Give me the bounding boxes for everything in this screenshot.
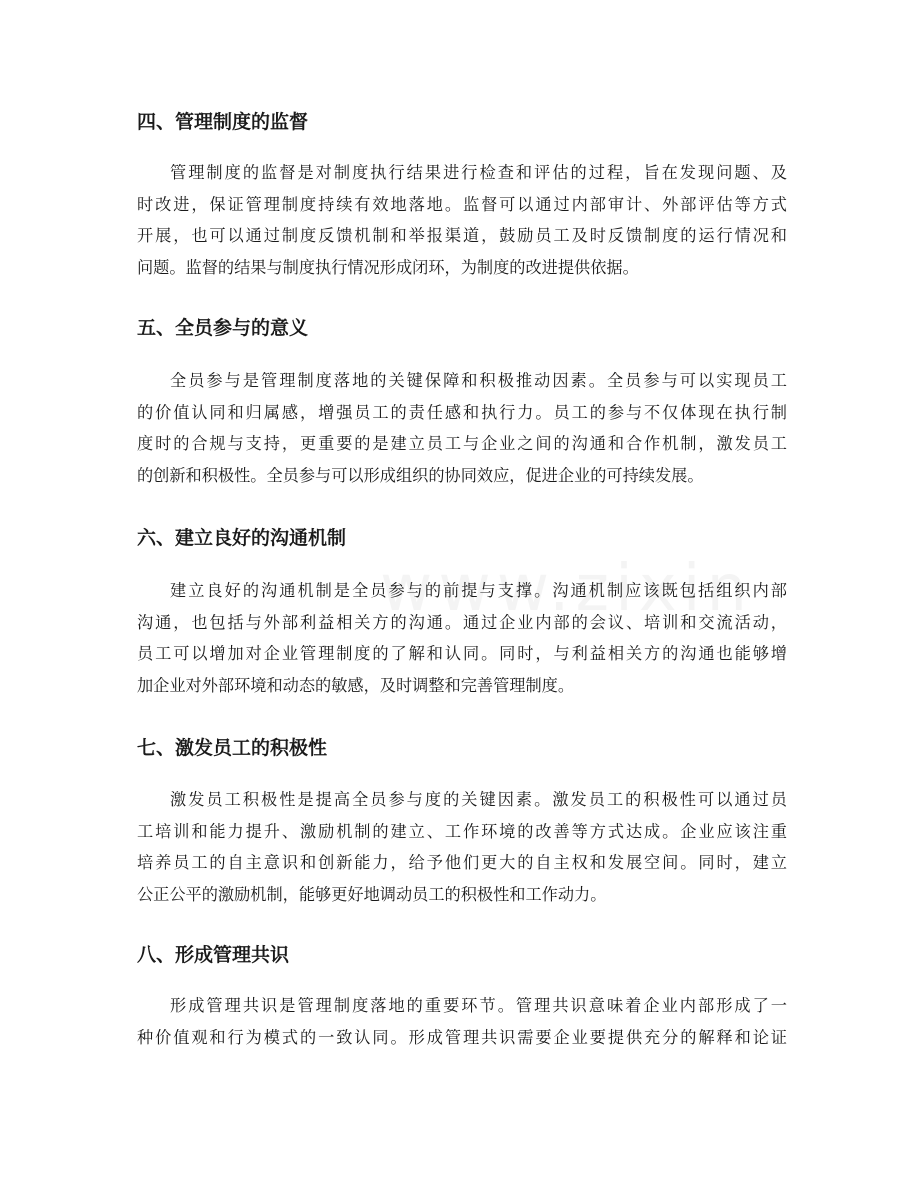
paragraph-line: 全员参与是管理制度落地的关键保障和积极推动因素。全员参与可以实现员工 — [170, 371, 787, 390]
paragraph-line: 的价值认同和归属感，增强员工的责任感和执行力。员工的参与不仅体现在执行制 — [137, 402, 787, 422]
paragraph-line: 的创新和积极性。全员参与可以形成组织的协同效应，促进企业的可持续发展。 — [137, 465, 704, 485]
section-paragraph-6 — [137, 575, 787, 701]
section-heading-6: 六、建立良好的沟通机制 — [137, 527, 347, 549]
paragraph-line: 管理制度的监督是对制度执行结果进行检查和评估的过程，旨在发现问题、及 — [170, 163, 787, 182]
paragraph-line: 开展，也可以通过制度反馈机制和举报渠道，鼓励员工及时反馈制度的运行情况和 — [137, 226, 787, 245]
paragraph-line: 问题。监督的结果与制度执行情况形成闭环，为制度的改进提供依据。 — [137, 257, 639, 277]
section-paragraph-8 — [137, 990, 787, 1053]
section-paragraph-5 — [137, 365, 787, 491]
paragraph-line: 种价值观和行为模式的一致认同。形成管理共识需要企业要提供充分的解释和论证 — [137, 1027, 787, 1047]
paragraph-line: 公正公平的激励机制，能够更好地调动员工的积极性和工作动力。 — [137, 884, 607, 904]
section-paragraph-4 — [137, 157, 787, 283]
paragraph-line: 激发员工积极性是提高全员参与度的关键因素。激发员工的积极性可以通过员 — [170, 790, 787, 809]
paragraph-line: 沟通，也包括与外部利益相关方的沟通。通过企业内部的会议、培训和交流活动， — [137, 612, 787, 632]
section-paragraph-7 — [137, 784, 787, 910]
paragraph-line: 加企业对外部环境和动态的敏感，及时调整和完善管理制度。 — [137, 675, 575, 695]
paragraph-line: 度时的合规与支持，更重要的是建立员工与企业之间的沟通和合作机制，激发员工 — [137, 434, 787, 453]
paragraph-line: 时改进，保证管理制度持续有效地落地。监督可以通过内部审计、外部评估等方式 — [137, 194, 787, 214]
paragraph-line: 员工可以增加对企业管理制度的了解和认同。同时，与利益相关方的沟通也能够增 — [137, 644, 787, 663]
paragraph-line: 工培训和能力提升、激励机制的建立、工作环境的改善等方式达成。企业应该注重 — [137, 821, 787, 841]
section-heading-5: 五、全员参与的意义 — [137, 317, 309, 339]
paragraph-line: 建立良好的沟通机制是全员参与的前提与支撑。沟通机制应该既包括组织内部 — [170, 581, 787, 600]
section-heading-4: 四、管理制度的监督 — [137, 111, 309, 133]
section-heading-8: 八、形成管理共识 — [137, 944, 290, 966]
section-heading-7: 七、激发员工的积极性 — [137, 737, 328, 759]
paragraph-line: 形成管理共识是管理制度落地的重要环节。管理共识意味着企业内部形成了一 — [170, 996, 787, 1015]
paragraph-line: 培养员工的自主意识和创新能力，给予他们更大的自主权和发展空间。同时，建立 — [137, 853, 787, 872]
